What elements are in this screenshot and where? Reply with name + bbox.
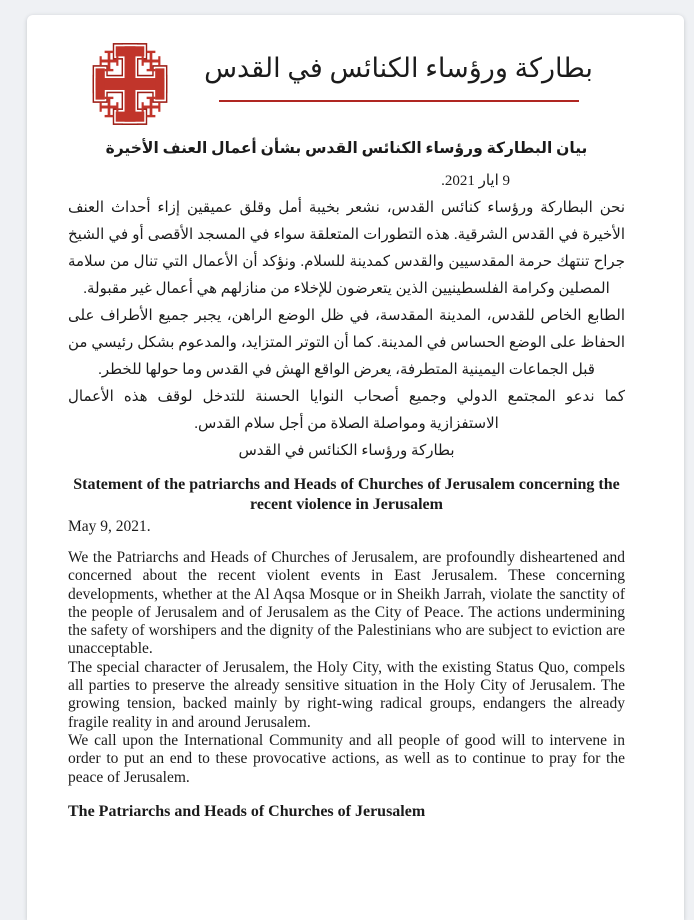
statement-date-arabic: 9 ايار 2021. [441,173,510,189]
signature-english: The Patriarchs and Heads of Churches of Jerusalem [68,802,426,820]
document-page [27,15,684,920]
letterhead-title-block [172,38,625,102]
statement-heading-arabic: بيان البطاركة ورؤساء الكنائس القدس بشأن أعمال العنف الأخيرة [105,140,588,157]
english-body [68,549,625,787]
letterhead-divider [219,100,579,102]
signature-arabic: بطاركة ورؤساء الكنائس في القدس [238,443,455,459]
document-content [27,38,684,821]
arabic-paragraph-1: نحن البطاركة ورؤساء كنائس القدس، نشعر بخيبة أمل وقلق عميقين إزاء أحداث العنف الأخيرة في القدس الشرقية. هذه التطورات المتعلقة سواء في المسجد الأقصى أو في الشيخ جراح تنتهك حرمة المقدسيين والقدس كمدينة للسلام. ونؤكد أن الأعمال التي تنال من سلامة المصلين وكرامة الفلسطينيين الذين يتعرضون للإخلاء من منازلهم هي أعمال غير مقبولة. [68,200,625,297]
letterhead [68,38,625,130]
english-paragraph-3: We call upon the International Community and all people of good will to intervene in order to put an end to these provocative actions, as well as to continue to pray for the peace of Jerusalem. [68,731,625,786]
english-paragraph-2: The special character of Jerusalem, the Holy City, with the existing Status Quo, compels all parties to preserve the already sensitive situation in the Holy City of Jerusalem. The growing tension, backed mainly by right-wing radical groups, endangers the already fragile reality in and around Jerusalem. [68,658,625,731]
org-title-arabic: بطاركة ورؤساء الكنائس في القدس [204,53,593,83]
arabic-paragraph-3: كما ندعو المجتمع الدولي وجميع أصحاب النوايا الحسنة للتدخل لوقف هذه الأعمال الاستفزازية ومواصلة الصلاة من أجل سلام القدس. [68,389,625,432]
jerusalem-cross-icon [88,38,172,130]
statement-heading-english: Statement of the patriarchs and Heads of Churches of Jerusalem concerning the recent violence in Jerusalem [73,476,620,513]
statement-date-english: May 9, 2021. [68,518,151,535]
arabic-paragraph-2: الطابع الخاص للقدس، المدينة المقدسة، في ظل الوضع الراهن، يجبر جميع الأطراف على الحفاظ على الوضع الحساس في المدينة. كما أن التوتر المتزايد، والمدعوم بشكل رئيسي من قبل الجماعات اليمينية المتطرفة، يعرض الواقع الهش في القدس وما حولها للخطر. [68,308,625,378]
english-paragraph-1: We the Patriarchs and Heads of Churches of Jerusalem, are profoundly disheartened and concerned about the recent violent events in East Jerusalem. These concerning developments, whether at the Al Aqsa Mosque or in Sheikh Jarrah, violate the sanctity of the people of Jerusalem and of Jerusalem as the City of Peace. The actions undermining the safety of worshipers and the dignity of the Palestinians who are subject to eviction are unacceptable. [68,549,625,658]
